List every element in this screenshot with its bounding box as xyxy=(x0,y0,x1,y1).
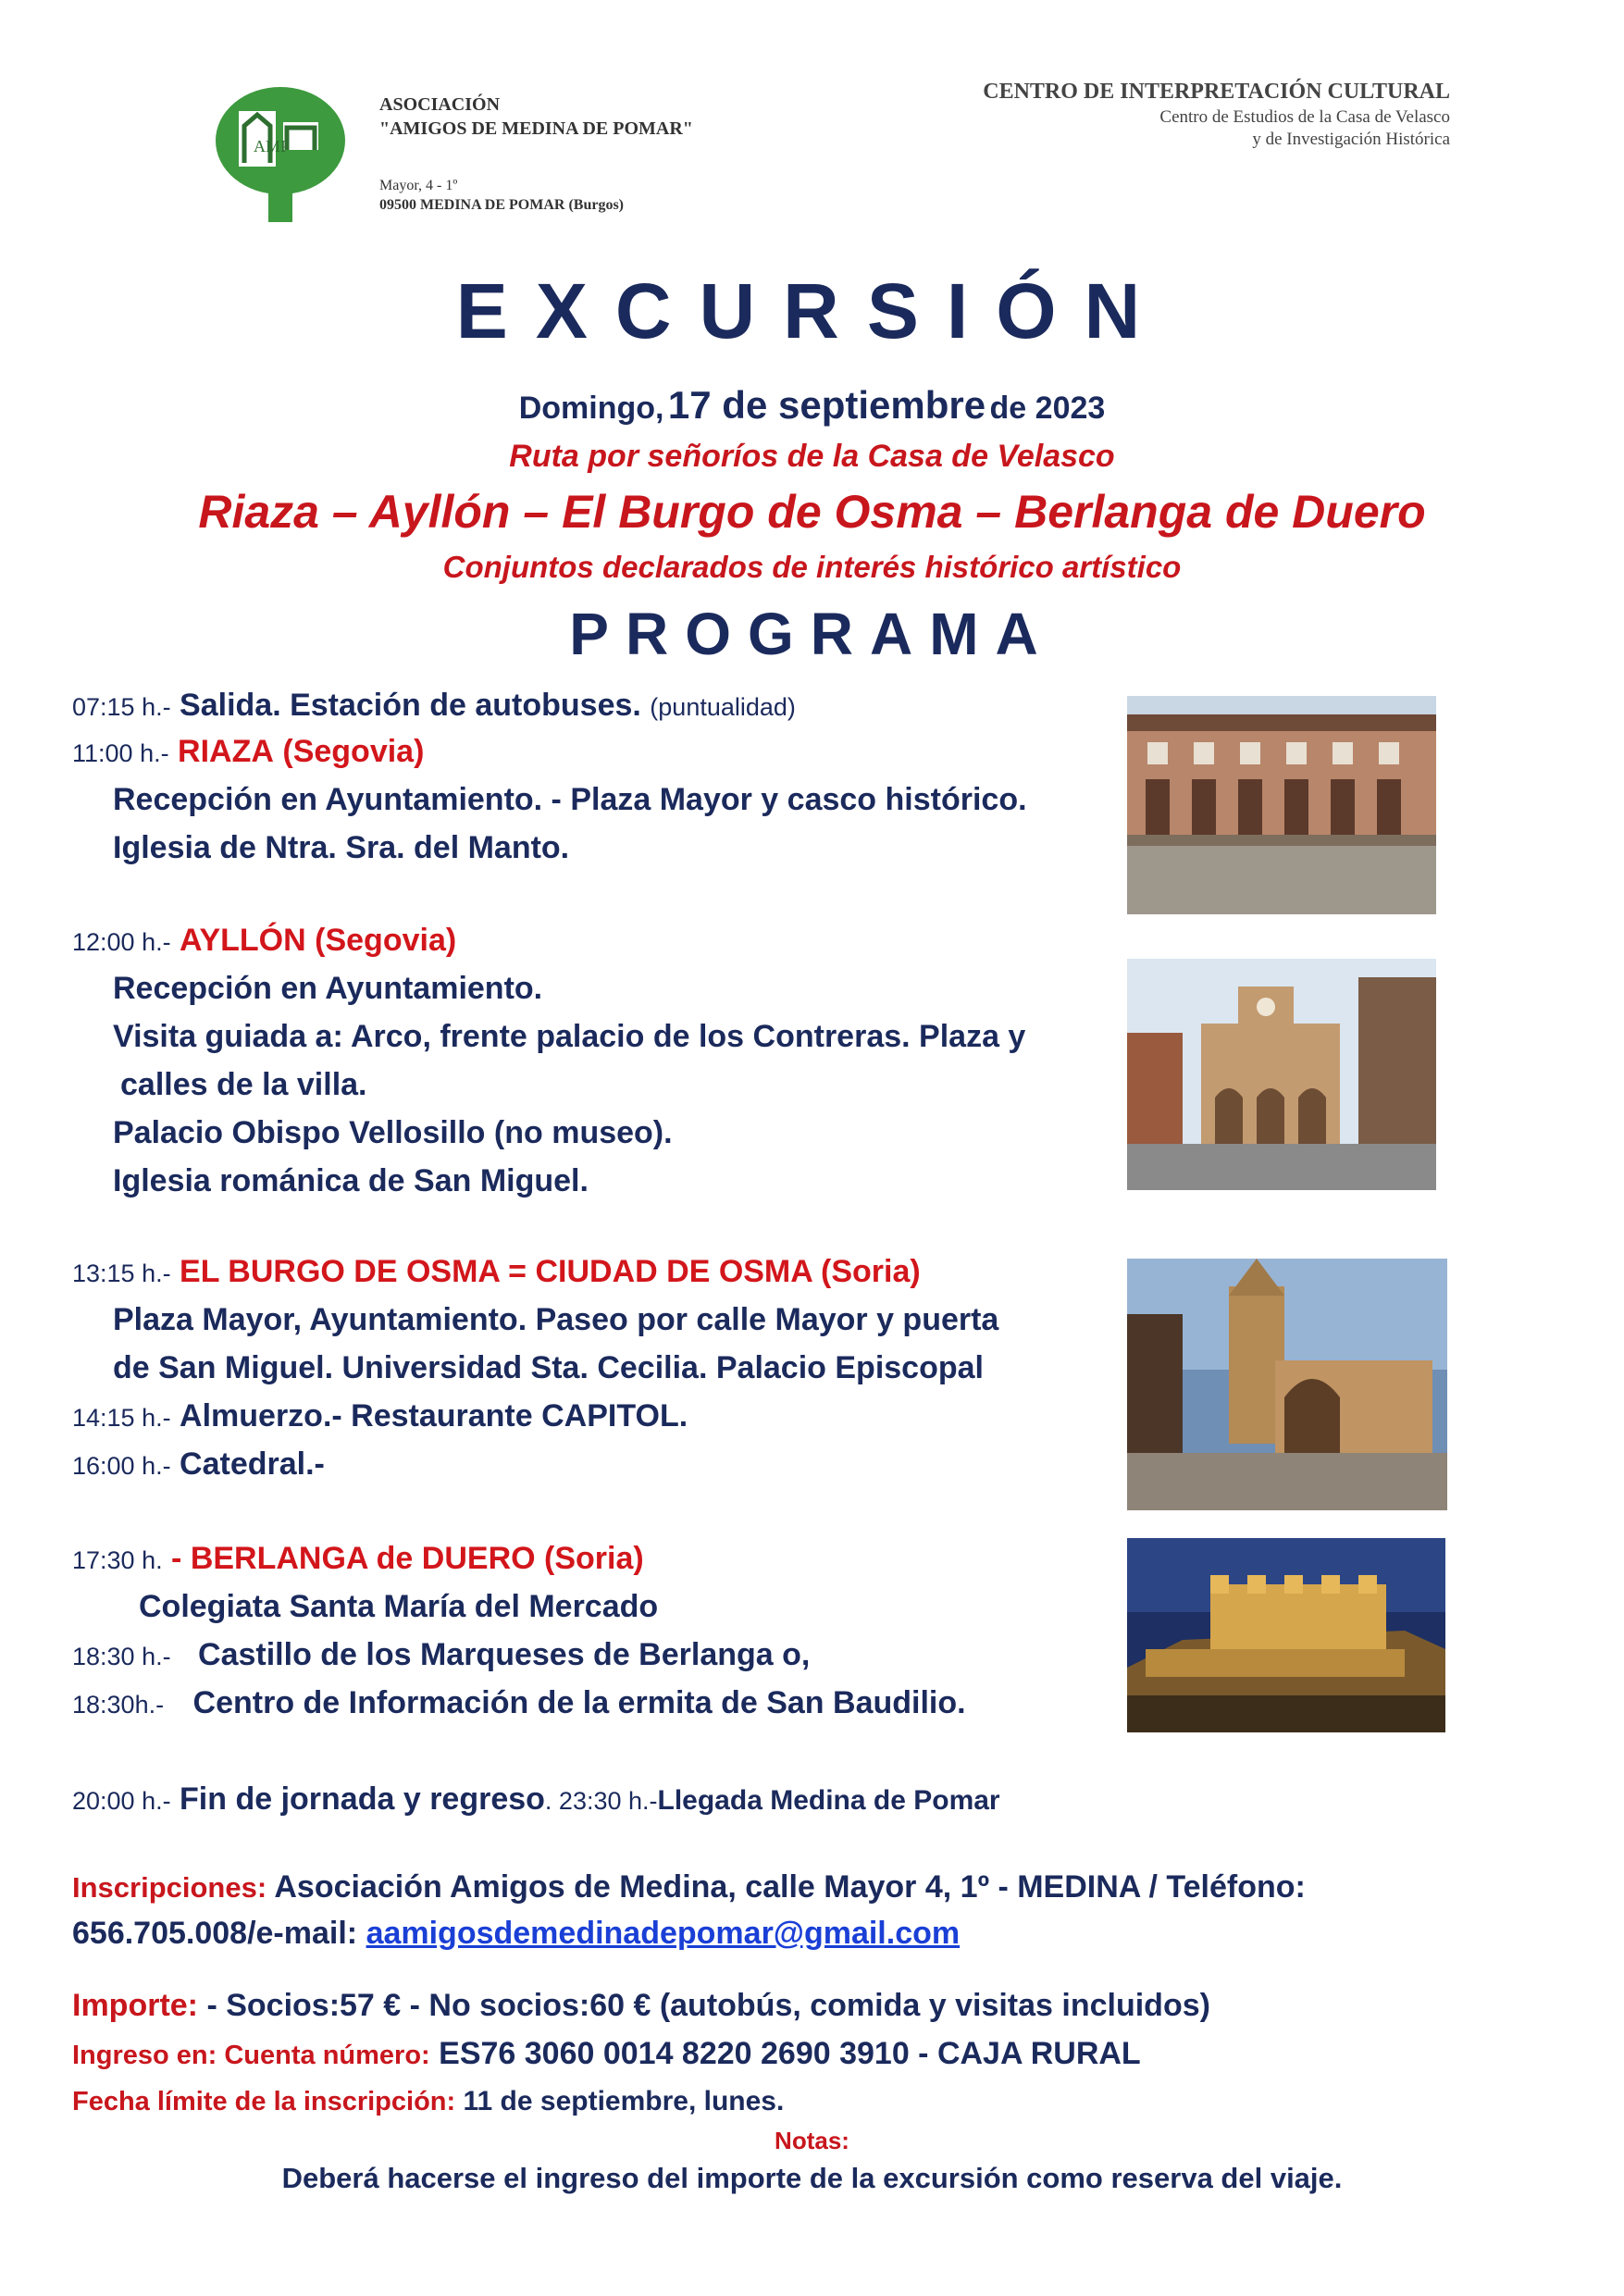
phone: 656.705.008/e-mail: xyxy=(72,1916,366,1951)
program-row-ayllon xyxy=(72,920,456,962)
program-row-salida xyxy=(72,685,796,727)
row-text2: Llegada Medina de Pomar xyxy=(657,1785,1000,1816)
date-main: 17 de septiembre xyxy=(667,383,986,427)
place: EL BURGO DE OSMA = CIUDAD DE OSMA (Soria) xyxy=(180,1254,921,1289)
assoc-line2: "AMIGOS DE MEDINA DE POMAR" xyxy=(379,118,693,139)
time: 18:30 h.- xyxy=(72,1643,171,1670)
program-row-catedral xyxy=(72,1444,325,1486)
riaza-line2: Iglesia de Ntra. Sra. del Manto. xyxy=(113,830,570,865)
date-prefix: Domingo, xyxy=(518,391,664,426)
centro-title: CENTRO DE INTERPRETACIÓN CULTURAL xyxy=(983,80,1450,104)
fecha-label: Fecha límite de la inscripción: xyxy=(72,2087,456,2116)
inscripciones-text: Asociación Amigos de Medina, calle Mayor 4, 1º - MEDINA / Teléfono: xyxy=(267,1869,1306,1905)
ayllon-line2: Visita guiada a: Arco, frente palacio de los Contreras. Plaza y xyxy=(113,1019,1026,1054)
burgo-line2: de San Miguel. Universidad Sta. Cecilia. Palacio Episcopal xyxy=(113,1350,984,1385)
time: 16:00 h.- xyxy=(72,1452,171,1480)
importe-label: Importe: xyxy=(72,1988,198,2023)
program-row-riaza xyxy=(72,731,424,774)
contact-line xyxy=(72,1912,960,1955)
riaza-line1: Recepción en Ayuntamiento. - Plaza Mayor y casco histórico. xyxy=(113,782,1027,817)
place: RIAZA xyxy=(178,734,274,769)
row-text: Catedral.- xyxy=(180,1446,325,1482)
email-link[interactable]: aamigosdemedinadepomar@gmail.com xyxy=(366,1916,961,1951)
ayllon-line5: Iglesia románica de San Miguel. xyxy=(113,1163,589,1198)
subtitle: Ruta por señoríos de la Casa de Velasco xyxy=(509,439,1115,474)
row-text: Castillo de los Marqueses de Berlanga o, xyxy=(198,1637,811,1672)
row-text: Almuerzo.- Restaurante CAPITOL. xyxy=(180,1398,688,1433)
association-logo xyxy=(211,83,350,222)
address-line1: Mayor, 4 - 1º xyxy=(379,178,458,193)
ingreso xyxy=(72,2032,1141,2081)
notas-text: Deberá hacerse el ingreso del importe de la excursión como reserva del viaje. xyxy=(281,2162,1343,2194)
time: 13:15 h.- xyxy=(72,1260,171,1287)
ayllon-line1: Recepción en Ayuntamiento. xyxy=(113,971,543,1006)
burgo-line1: Plaza Mayor, Ayuntamiento. Paseo por calle Mayor y puerta xyxy=(113,1302,999,1337)
assoc-line1: ASOCIACIÓN xyxy=(379,94,501,115)
region: (Segovia) xyxy=(282,734,425,769)
ingreso-label: Ingreso en: Cuenta número: xyxy=(72,2041,430,2070)
inscripciones xyxy=(72,1866,1306,1909)
centro-line2: Centro de Estudios de la Casa de Velasco xyxy=(1159,107,1450,127)
importe xyxy=(72,1984,1210,2027)
time: 14:15 h.- xyxy=(72,1404,171,1432)
program-row-berlanga xyxy=(72,1538,644,1581)
row-text: Centro de Información de la ermita de San Baudilio. xyxy=(192,1685,966,1720)
logo-letters: AMP xyxy=(254,137,291,155)
burgo-de-osma-photo xyxy=(1127,1259,1447,1510)
time2: . 23:30 h.- xyxy=(544,1787,658,1815)
time: 18:30h.- xyxy=(72,1691,165,1719)
berlanga-line1: Colegiata Santa María del Mercado xyxy=(139,1589,659,1624)
time: 11:00 h.- xyxy=(72,739,169,767)
program-row-castillo xyxy=(72,1634,810,1677)
inscripciones-label: Inscripciones: xyxy=(72,1871,267,1904)
time: 07:15 h.- xyxy=(72,693,171,721)
row-note: (puntualidad) xyxy=(650,693,796,721)
ingreso-text: ES76 3060 0014 8220 2690 3910 - CAJA RURAL xyxy=(429,2036,1141,2071)
program-row-almuerzo xyxy=(72,1396,688,1438)
route-title: Riaza – Ayllón – El Burgo de Osma – Berlanga de Duero xyxy=(198,486,1426,538)
riaza-photo xyxy=(1127,696,1436,914)
notas-label: Notas: xyxy=(775,2127,849,2154)
event-date xyxy=(0,383,1624,428)
row-text: Fin de jornada y regreso xyxy=(180,1781,545,1817)
ayllon-line3: calles de la villa. xyxy=(120,1067,367,1102)
ayllon-line4: Palacio Obispo Vellosillo (no museo). xyxy=(113,1115,673,1150)
ayllon-photo xyxy=(1127,959,1436,1190)
place: AYLLÓN xyxy=(180,923,306,958)
berlanga-castle-photo xyxy=(1127,1538,1445,1732)
address-line2: 09500 MEDINA DE POMAR (Burgos) xyxy=(379,197,624,213)
time: 17:30 h. xyxy=(72,1546,163,1574)
centro-line3: y de Investigación Histórica xyxy=(1252,130,1450,149)
program-row-regreso xyxy=(72,1779,1000,1821)
fecha-text: 11 de septiembre, lunes. xyxy=(455,2086,785,2116)
fecha-limite xyxy=(72,2082,784,2126)
program-row-ermita xyxy=(72,1682,966,1725)
time: 20:00 h.- xyxy=(72,1787,171,1815)
region: (Segovia) xyxy=(315,923,457,958)
program-row-burgo xyxy=(72,1251,921,1294)
time: 12:00 h.- xyxy=(72,928,171,956)
program-title: PROGRAMA xyxy=(569,601,1055,667)
date-suffix: de 2023 xyxy=(989,391,1106,426)
importe-text: - Socios:57 € - No socios:60 € (autobús, comida y visitas incluidos) xyxy=(198,1988,1210,2023)
row-text: Salida. Estación de autobuses. xyxy=(180,688,641,723)
place: - BERLANGA de DUERO (Soria) xyxy=(171,1541,644,1576)
page-title: EXCURSIÓN xyxy=(455,267,1169,354)
route-note: Conjuntos declarados de interés histórico artístico xyxy=(442,550,1182,584)
